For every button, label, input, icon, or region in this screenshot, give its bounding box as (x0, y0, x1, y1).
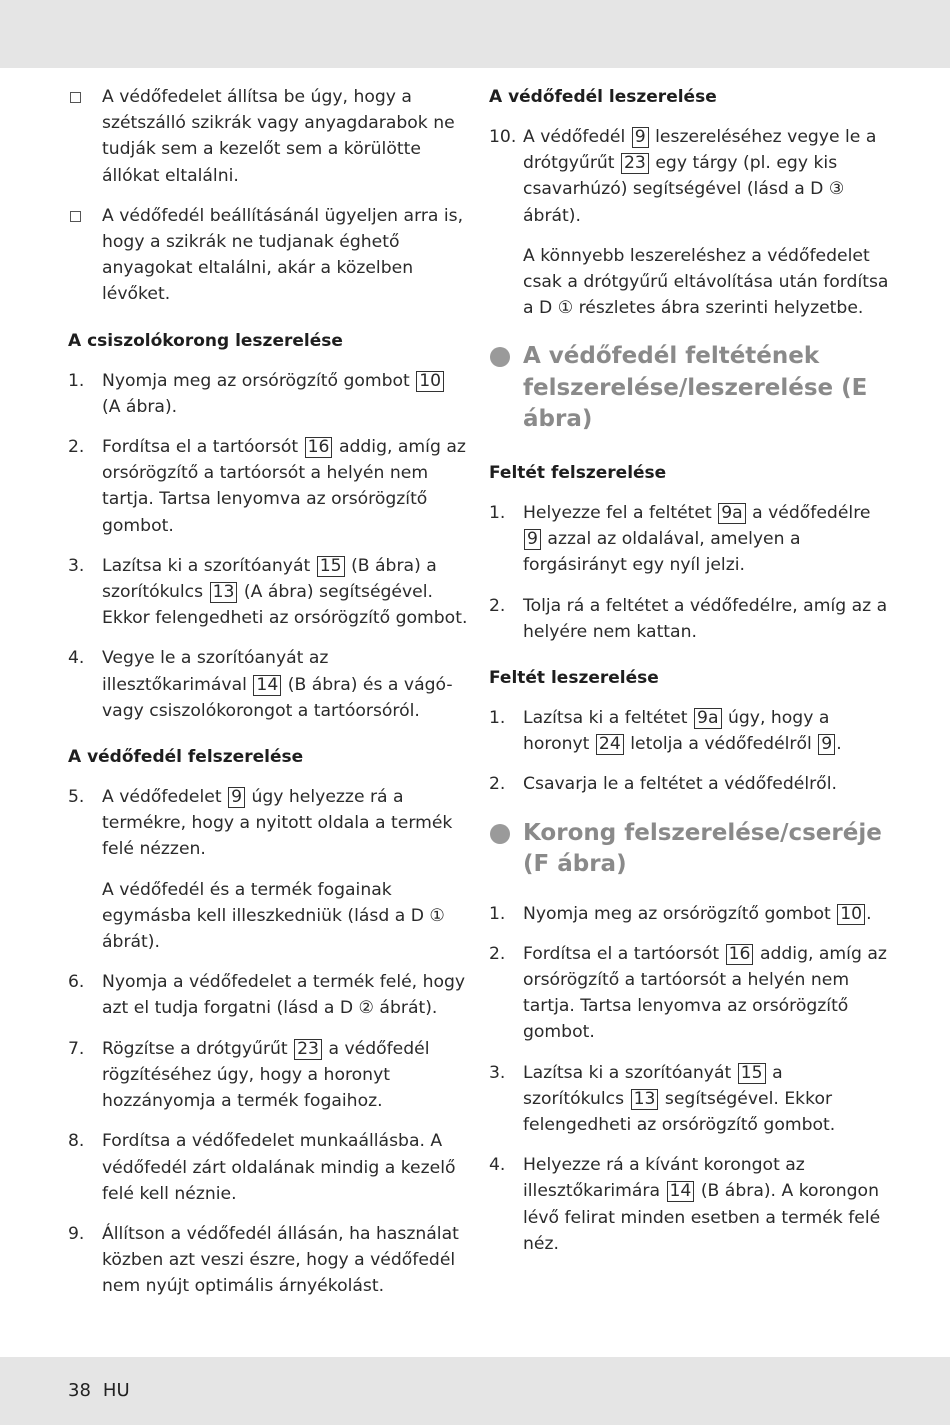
step-number: 1. (489, 903, 506, 924)
step-number: 1. (489, 707, 506, 728)
chapter-heading: Korong felszerelése/cseréje (F ábra) (489, 818, 889, 881)
section-heading: A csiszolókorong leszerelése (68, 330, 343, 351)
part-ref: 9 (818, 734, 835, 755)
step-note: A védőfedél és a termék fogainak egymásba kell illeszkedniük (lásd a D ① ábrát). (102, 879, 445, 953)
part-ref: 24 (596, 734, 624, 755)
step-number: 9. (68, 1223, 85, 1244)
part-ref: 9 (524, 529, 541, 550)
checkbox-item: A védőfedél beállításánál ügyeljen arra is, hogy a szikrák ne tudjanak éghető anyagokat eltalálni, akár a közelben lévőket. (68, 203, 468, 308)
part-ref: 10 (416, 371, 444, 392)
step-item: 9. Állítson a védőfedél állásán, ha használat közben azt veszi észre, hogy a védőfedél nem nyújt optimális árnyékolást. (68, 1221, 468, 1300)
step-number: 8. (68, 1131, 85, 1152)
step-item: 1. Lazítsa ki a feltétet 9a úgy, hogy a horonyt 24 letolja a védőfedélről 9 . (489, 705, 889, 757)
part-ref: 9 (632, 127, 649, 148)
left-column (68, 84, 468, 1300)
step-item: 8. Fordítsa a védőfedelet munkaállásba. A védőfedél zárt oldalának mindig a kezelő felé kell néznie. (68, 1128, 468, 1207)
part-ref: 14 (253, 675, 281, 696)
part-ref: 9a (694, 708, 721, 729)
part-ref: 23 (621, 153, 649, 174)
step-number: 3. (68, 555, 85, 576)
section-heading: Feltét felszerelése (489, 462, 667, 483)
step-number: 6. (68, 972, 85, 993)
step-number: 7. (68, 1038, 85, 1059)
step-number: 2. (489, 595, 506, 616)
step-item: 4. Vegye le a szorítóanyát az illesztőkarimával 14 (B ábra) és a vágó- vagy csiszolókorongot a tartóorsóról. (68, 645, 468, 724)
page-number: 38 (68, 1380, 91, 1401)
chapter-heading: A védőfedél feltétének felszerelése/leszerelése (E ábra) (489, 341, 889, 436)
step-item: 4. Helyezze rá a kívánt korongot az illesztőkarimára 14 (B ábra). A korongon lévő felirat minden esetben a termék felé néz. (489, 1152, 889, 1257)
step-item: 1. Nyomja meg az orsórögzítő gombot 10 . (489, 901, 889, 927)
step-item: 10. A védőfedél 9 leszereléséhez vegye le a drótgyűrűt 23 egy tárgy (pl. egy kis csavarhúzó) segítségével (lásd a D ③ ábrát). (489, 124, 889, 229)
step-number: 1. (68, 370, 85, 391)
part-ref: 15 (738, 1063, 766, 1084)
step-item: 3. Lazítsa ki a szorítóanyát 15 (B ábra) a szorítókulcs 13 (A ábra) segítségével. Ekkor felengedheti az orsórögzítő gombot. (68, 553, 468, 632)
step-number: 2. (68, 437, 85, 458)
step-item: 2. Fordítsa el a tartóorsót 16 addig, amíg az orsórögzítő a tartóorsót a helyén nem tartja. Tartsa lenyomva az orsórögzítő gombot. (68, 434, 468, 539)
part-ref: 15 (317, 556, 345, 577)
section-heading: A védőfedél felszerelése (68, 747, 304, 768)
checkbox-item: A védőfedelet állítsa be úgy, hogy a szétszálló szikrák vagy anyagdarabok ne tudják sem a kezelőt sem a körülötte állókat eltalálni. (68, 84, 468, 189)
step-item: 2. Csavarja le a feltétet a védőfedélről. (489, 771, 889, 797)
step-item: 2. Tolja rá a feltétet a védőfedélre, amíg az a helyére nem kattan. (489, 593, 889, 645)
section-heading: A védőfedél leszerelése (489, 87, 717, 107)
step-number: 2. (489, 774, 506, 795)
step-item: 6. Nyomja a védőfedelet a termék felé, hogy azt el tudja forgatni (lásd a D ② ábrát). (68, 969, 468, 1021)
part-ref: 14 (667, 1181, 695, 1202)
part-ref: 16 (726, 944, 754, 965)
step-item: 3. Lazítsa ki a szorítóanyát 15 a szorítókulcs 13 segítségével. Ekkor felengedheti az orsórögzítő gombot. (489, 1060, 889, 1139)
step-item: 7. Rögzítse a drótgyűrűt 23 a védőfedél rögzítéséhez úgy, hogy a horonyt hozzányomja a termék fogaihoz. (68, 1036, 468, 1115)
part-ref: 10 (837, 904, 865, 925)
step-item: 5. A védőfedelet 9 úgy helyezze rá a termékre, hogy a nyitott oldala a termék felé nézzen. (68, 784, 468, 863)
checkbox-icon (70, 211, 81, 222)
step-number: 5. (68, 787, 85, 808)
step-number: 4. (489, 1155, 506, 1176)
step-number: 10. (489, 127, 517, 147)
step-number: 2. (489, 943, 506, 964)
step-item: 2. Fordítsa el a tartóorsót 16 addig, amíg az orsórögzítő a tartóorsót a helyén nem tartja. Tartsa lenyomva az orsórögzítő gombot. (489, 941, 889, 1046)
bottom-band (0, 1357, 950, 1425)
part-ref: 9 (228, 787, 245, 808)
part-ref: 13 (631, 1089, 659, 1110)
page-footer (68, 1378, 130, 1404)
part-ref: 23 (294, 1039, 322, 1060)
part-ref: 16 (305, 437, 333, 458)
bullet-dot-icon (490, 824, 510, 844)
part-ref: 9a (718, 503, 745, 524)
right-column (489, 84, 889, 1257)
step-item: 1. Nyomja meg az orsórögzítő gombot 10 (A ábra). (68, 368, 468, 420)
section-heading: Feltét leszerelése (489, 667, 659, 688)
part-ref: 13 (210, 582, 238, 603)
checkbox-icon (70, 92, 81, 103)
step-note: A könnyebb leszereléshez a védőfedelet csak a drótgyűrű eltávolítása után fordítsa a D ① részletes ábra szerinti helyzetbe. (523, 245, 889, 319)
step-number: 1. (489, 502, 506, 523)
bullet-dot-icon (490, 347, 510, 367)
step-number: 3. (489, 1062, 506, 1083)
top-band (0, 0, 950, 68)
step-item: 1. Helyezze fel a feltétet 9a a védőfedélre 9 azzal az oldalával, amelyen a forgásirányt egy nyíl jelzi. (489, 500, 889, 579)
step-number: 4. (68, 648, 85, 669)
language-code: HU (102, 1380, 130, 1401)
